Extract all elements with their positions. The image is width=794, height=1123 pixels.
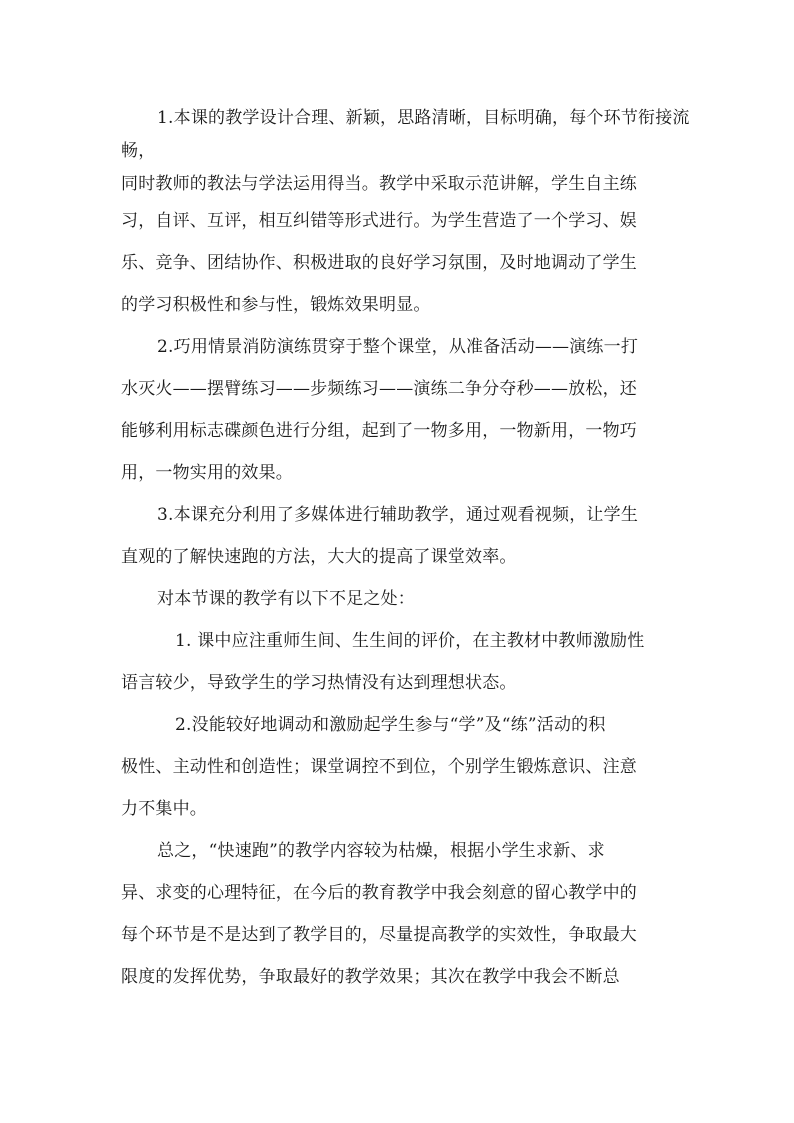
text-line: 同时教师的教法与学法运用得当。教学中采取示范讲解，学生自主练 [121, 174, 637, 194]
text-line: 异、求变的心理特征，在今后的教育教学中我会刻意的留心教学中的 [121, 883, 637, 903]
text-line: 的学习积极性和参与性，锻炼效果明显。 [121, 295, 431, 315]
text-line: 1.本课的教学设计合理、新颖，思路清晰，目标明确，每个环节衔接流 [157, 108, 690, 128]
text-line: 水灭火——摆臂练习——步频练习——演练二争分夺秒——放松，还 [121, 379, 637, 399]
text-line: 力不集中。 [121, 799, 207, 819]
text-line: 语言较少，导致学生的学习热情没有达到理想状态。 [121, 673, 517, 693]
text-line: 总之，“快速跑”的教学内容较为枯燥，根据小学生求新、求 [157, 841, 605, 861]
text-line: 畅， [121, 141, 156, 161]
text-line: 能够利用标志碟颜色进行分组，起到了一物多用，一物新用，一物巧 [121, 421, 637, 441]
text-line: 直观的了解快速跑的方法，大大的提高了课堂效率。 [121, 547, 517, 567]
text-line: 乐、竞争、团结协作、积极进取的良好学习氛围，及时地调动了学生 [121, 253, 637, 273]
text-line: 习，自评、互评，相互纠错等形式进行。为学生营造了一个学习、娱 [121, 211, 637, 231]
text-line: 极性、主动性和创造性；课堂调控不到位，个别学生锻炼意识、注意 [121, 757, 637, 777]
text-line: 用，一物实用的效果。 [121, 463, 293, 483]
text-line: 限度的发挥优势，争取最好的教学效果；其次在教学中我会不断总 [121, 967, 620, 987]
text-line: 对本节课的教学有以下不足之处： [157, 589, 415, 609]
text-line: 1. 课中应注重师生间、生生间的评价，在主教材中教师激励性 [175, 631, 645, 651]
text-line: 每个环节是不是达到了教学目的，尽量提高教学的实效性，争取最大 [121, 925, 637, 945]
text-line: 3.本课充分利用了多媒体进行辅助教学，通过观看视频，让学生 [157, 505, 639, 525]
text-line: 2.巧用情景消防演练贯穿于整个课堂，从准备活动——演练一打 [157, 337, 639, 357]
text-line: 2.没能较好地调动和激励起学生参与“学”及“练”活动的积 [175, 715, 606, 735]
